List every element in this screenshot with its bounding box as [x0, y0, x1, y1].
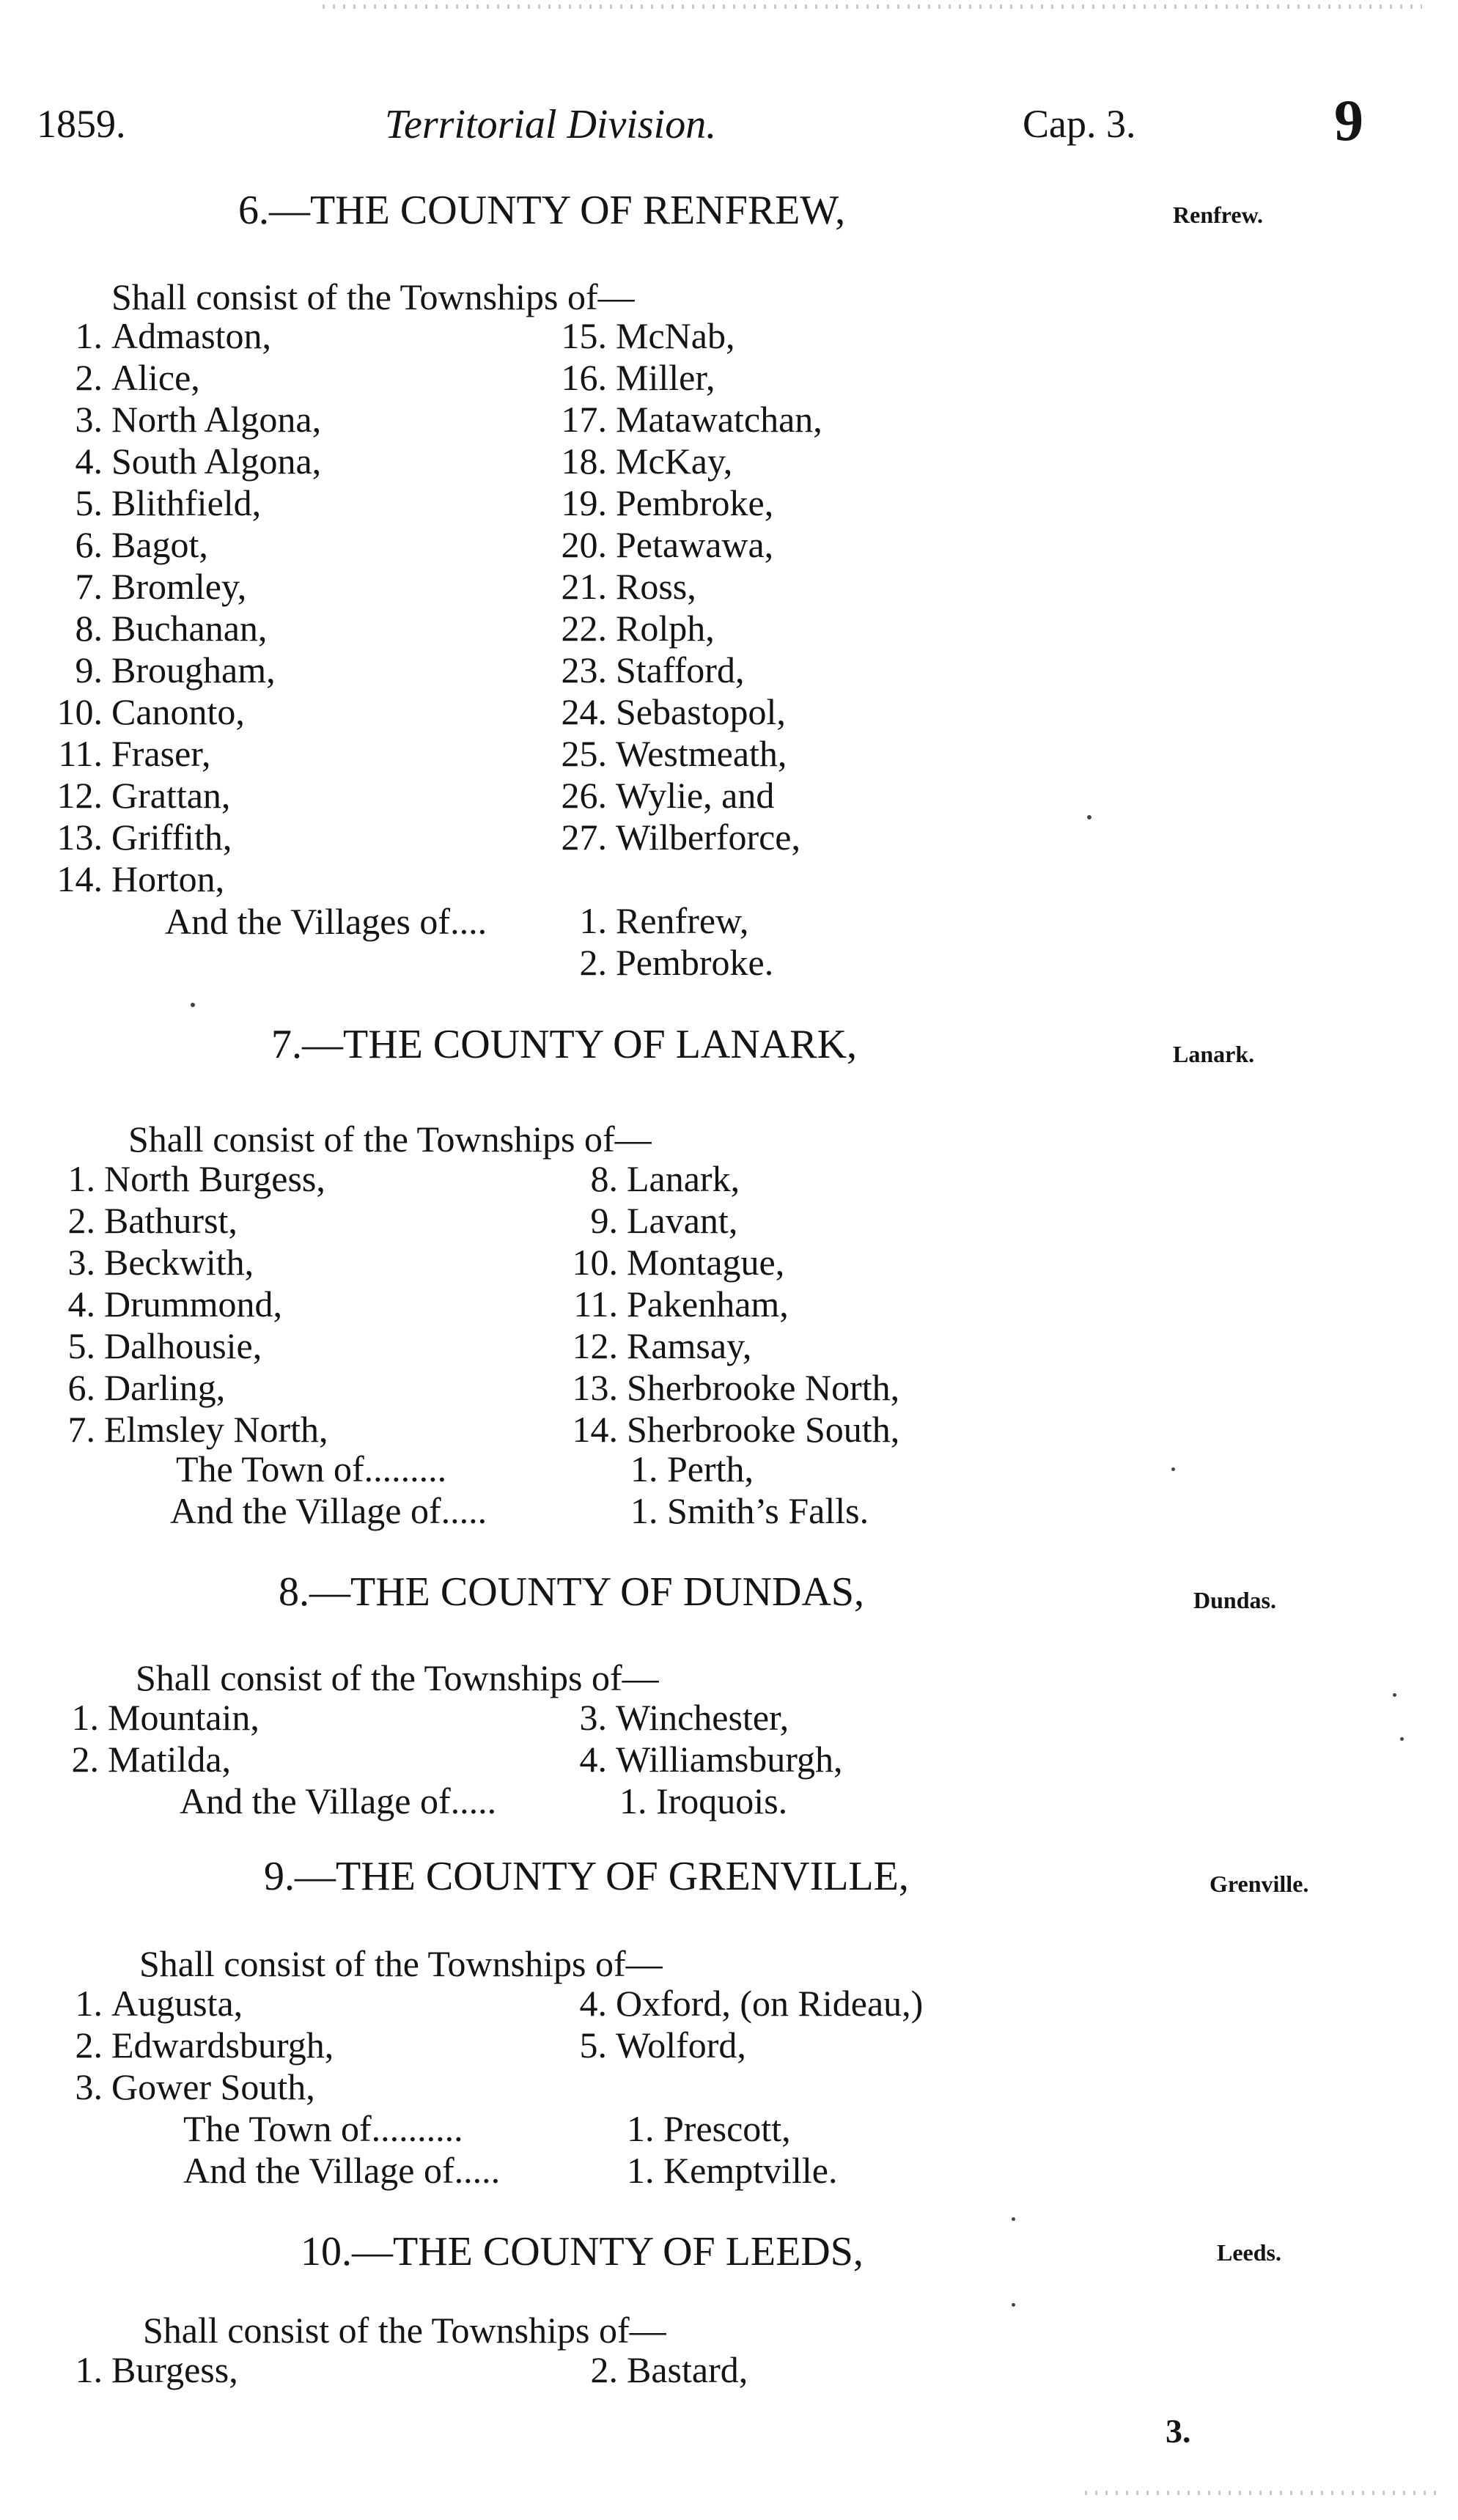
item-number: 26. [561, 775, 607, 816]
list-item [33, 858, 321, 900]
item-name: Williamsburgh, [616, 1739, 843, 1780]
list-item [535, 1739, 843, 1780]
list-item [26, 1367, 328, 1409]
townships-intro: Shall consist of the Townships of— [136, 1657, 659, 1698]
item-name: Pakenham, [627, 1283, 789, 1325]
scan-noise-bottom [1085, 2491, 1437, 2495]
item-number: 4. [67, 1283, 95, 1325]
list-item [535, 1983, 923, 2025]
item-number: 6. [67, 1367, 95, 1408]
scan-speck [1171, 1467, 1175, 1471]
item-number: 11. [573, 1283, 618, 1325]
list-item [546, 1409, 899, 1451]
item-name: Blithfield, [111, 482, 262, 523]
list-item [33, 2066, 334, 2108]
item-number: 10. [572, 1242, 618, 1283]
item-number: 2. [75, 357, 103, 398]
item-number: 3. [67, 1242, 95, 1283]
village-label: And the Village of..... [170, 1490, 487, 1531]
item-name: Horton, [111, 858, 225, 899]
item-name: Stafford, [616, 649, 745, 690]
list-item [33, 733, 321, 775]
scan-speck [1087, 815, 1091, 819]
item-name: Rolph, [616, 608, 715, 649]
list-item [535, 649, 822, 691]
list-item [26, 1242, 328, 1283]
list-item [33, 441, 321, 482]
list-item [33, 482, 321, 524]
item-name: Buchanan, [111, 608, 268, 649]
list-item [26, 1325, 328, 1367]
item-number: 1. [67, 1158, 95, 1199]
item-number: 3. [75, 2066, 103, 2107]
item-number: 17. [561, 399, 607, 440]
item-name: Mountain, [108, 1697, 259, 1738]
item-name: Wilberforce, [616, 817, 801, 858]
item-name: Wylie, and [616, 775, 775, 816]
item-name: Lavant, [627, 1200, 738, 1241]
list-item [26, 1200, 328, 1242]
margin-note: Leeds. [1217, 2239, 1281, 2266]
town-name: 1. Prescott, [627, 2108, 791, 2149]
list-item [26, 1283, 328, 1325]
list-item [535, 566, 822, 608]
list-item [535, 524, 822, 566]
village-label: And the Village of..... [183, 2150, 501, 2191]
item-number: 12. [56, 775, 103, 816]
item-name: Elmsley North, [104, 1409, 328, 1450]
townships-intro: Shall consist of the Townships of— [128, 1119, 652, 1160]
item-number: 8. [590, 1158, 618, 1199]
item-number: 13. [572, 1367, 618, 1408]
township-list-left [33, 315, 321, 900]
item-name: Pembroke. [616, 942, 774, 983]
list-item [546, 2349, 748, 2391]
item-name: Drummond, [104, 1283, 283, 1325]
item-number: 4. [75, 441, 103, 482]
town-name: 1. Perth, [630, 1448, 754, 1489]
item-name: Dalhousie, [104, 1325, 262, 1366]
item-number: 12. [572, 1325, 618, 1366]
list-item [535, 357, 822, 399]
list-item [26, 1158, 328, 1200]
item-name: Renfrew, [616, 900, 749, 941]
list-item [546, 1367, 899, 1409]
village-name: 1. Iroquois. [619, 1780, 788, 1821]
item-number: 3. [579, 1697, 607, 1738]
item-number: 1. [75, 1983, 103, 2024]
running-header [0, 88, 1458, 154]
scan-speck [1012, 2303, 1015, 2307]
list-item [535, 315, 822, 357]
item-number: 6. [75, 524, 103, 565]
list-item [33, 399, 321, 441]
item-name: Brougham, [111, 649, 276, 690]
list-item [535, 2025, 923, 2066]
item-number: 7. [75, 566, 103, 607]
margin-note: Renfrew. [1173, 202, 1263, 228]
margin-note: Grenville. [1210, 1871, 1309, 1897]
scan-speck [1012, 2217, 1015, 2221]
list-item [33, 315, 321, 357]
townships-intro: Shall consist of the Townships of— [143, 2310, 666, 2351]
list-item [535, 691, 822, 733]
item-number: 1. [579, 900, 607, 941]
village-name: 1. Kemptville. [627, 2150, 838, 2191]
list-item [535, 1697, 843, 1739]
item-number: 9. [590, 1200, 618, 1241]
item-number: 2. [67, 1200, 95, 1241]
item-name: Griffith, [111, 817, 232, 858]
margin-note: Dundas. [1193, 1587, 1276, 1613]
township-list-right [535, 315, 822, 858]
catchword: 3. [1166, 2412, 1191, 2450]
item-name: Ramsay, [627, 1325, 752, 1366]
township-list-left [33, 1983, 334, 2108]
list-item [535, 942, 773, 984]
townships-intro: Shall consist of the Townships of— [111, 276, 635, 317]
county-heading: 7.—THE COUNTY OF LANARK, [271, 1022, 858, 1067]
item-name: Bathurst, [104, 1200, 238, 1241]
item-name: Alice, [111, 357, 200, 398]
list-item [33, 608, 321, 649]
item-number: 1. [75, 315, 103, 356]
list-item [29, 1697, 259, 1739]
item-number: 19. [561, 482, 607, 523]
township-list-right [546, 2349, 748, 2391]
list-item [535, 482, 822, 524]
list-item [29, 1739, 259, 1780]
list-item [33, 691, 321, 733]
item-name: North Burgess, [104, 1158, 325, 1199]
item-name: Grattan, [111, 775, 231, 816]
item-name: Lanark, [627, 1158, 740, 1199]
town-label: The Town of.......... [183, 2108, 463, 2149]
header-chapter: Cap. 3. [1023, 102, 1136, 146]
item-name: Wolford, [616, 2025, 746, 2066]
item-number: 3. [75, 399, 103, 440]
county-heading: 6.—THE COUNTY OF RENFREW, [238, 188, 846, 233]
list-item [535, 399, 822, 441]
item-name: North Algona, [111, 399, 322, 440]
item-name: Bromley, [111, 566, 247, 607]
item-name: Sherbrooke North, [627, 1367, 900, 1408]
item-number: 9. [75, 649, 103, 690]
list-item [33, 649, 321, 691]
item-number: 14. [56, 858, 103, 899]
item-number: 1. [75, 2349, 103, 2390]
item-number: 22. [561, 608, 607, 649]
item-number: 4. [579, 1983, 607, 2024]
scan-noise-top [323, 4, 1422, 9]
list-item [535, 775, 822, 817]
item-name: Burgess, [111, 2349, 238, 2390]
item-name: Matawatchan, [616, 399, 822, 440]
item-number: 8. [75, 608, 103, 649]
item-name: Ross, [616, 566, 696, 607]
list-item [535, 608, 822, 649]
item-number: 27. [561, 817, 607, 858]
item-number: 2. [590, 2349, 618, 2390]
item-name: Westmeath, [616, 733, 787, 774]
scan-speck [191, 1003, 195, 1007]
item-number: 5. [67, 1325, 95, 1366]
item-number: 15. [561, 315, 607, 356]
item-number: 11. [58, 733, 103, 774]
item-name: Gower South, [111, 2066, 315, 2107]
township-list-left [26, 1158, 328, 1451]
list-item [33, 566, 321, 608]
list-item [33, 1983, 334, 2025]
county-heading: 8.—THE COUNTY OF DUNDAS, [279, 1569, 865, 1615]
item-name: Petawawa, [616, 524, 774, 565]
item-name: Matilda, [108, 1739, 232, 1780]
item-name: Montague, [627, 1242, 785, 1283]
item-number: 2. [75, 2025, 103, 2066]
item-number: 16. [561, 357, 607, 398]
page-number: 9 [1334, 89, 1363, 153]
list-item [546, 1283, 899, 1325]
item-name: Pembroke, [616, 482, 774, 523]
list-item [33, 2349, 238, 2391]
list-item [33, 817, 321, 858]
scan-speck [1393, 1693, 1396, 1697]
item-name: Bagot, [111, 524, 208, 565]
item-number: 7. [67, 1409, 95, 1450]
item-name: Edwardsburgh, [111, 2025, 334, 2066]
header-title: Territorial Division. [385, 102, 717, 147]
item-name: Fraser, [111, 733, 211, 774]
item-number: 10. [56, 691, 103, 732]
item-name: South Algona, [111, 441, 322, 482]
item-name: Sherbrooke South, [627, 1409, 900, 1450]
town-label: The Town of......... [176, 1448, 447, 1489]
list-item [535, 733, 822, 775]
item-name: Beckwith, [104, 1242, 254, 1283]
list-item [535, 817, 822, 858]
list-item [33, 357, 321, 399]
village-list [535, 900, 773, 984]
item-name: Admaston, [111, 315, 272, 356]
scan-speck [1400, 1737, 1404, 1741]
township-list-left [29, 1697, 259, 1780]
item-number: 21. [561, 566, 607, 607]
item-number: 18. [561, 441, 607, 482]
list-item [535, 900, 773, 942]
township-list-right [535, 1983, 923, 2066]
township-list-left [33, 2349, 238, 2391]
list-item [26, 1409, 328, 1451]
item-number: 24. [561, 691, 607, 732]
item-number: 25. [561, 733, 607, 774]
list-item [535, 441, 822, 482]
item-number: 23. [561, 649, 607, 690]
item-number: 2. [71, 1739, 99, 1780]
township-list-right [546, 1158, 899, 1451]
header-year: 1859. [37, 102, 126, 146]
item-name: Oxford, (on Rideau,) [616, 1983, 924, 2024]
margin-note: Lanark. [1173, 1041, 1255, 1067]
list-item [33, 2025, 334, 2066]
list-item [546, 1158, 899, 1200]
item-name: Sebastopol, [616, 691, 786, 732]
village-name: 1. Smith’s Falls. [630, 1490, 869, 1531]
list-item [33, 775, 321, 817]
item-name: Miller, [616, 357, 715, 398]
item-number: 20. [561, 524, 607, 565]
list-item [546, 1325, 899, 1367]
townships-intro: Shall consist of the Townships of— [139, 1943, 663, 1984]
item-name: McKay, [616, 441, 733, 482]
item-name: McNab, [616, 315, 735, 356]
township-list-right [535, 1697, 843, 1780]
item-number: 13. [56, 817, 103, 858]
list-item [546, 1200, 899, 1242]
item-name: Augusta, [111, 1983, 243, 2024]
item-name: Darling, [104, 1367, 226, 1408]
list-item [33, 524, 321, 566]
county-heading: 9.—THE COUNTY OF GRENVILLE, [264, 1854, 909, 1899]
item-name: Bastard, [627, 2349, 748, 2390]
county-heading: 10.—THE COUNTY OF LEEDS, [301, 2229, 864, 2274]
item-number: 2. [579, 942, 607, 983]
item-number: 1. [71, 1697, 99, 1738]
village-label: And the Village of..... [180, 1780, 497, 1821]
list-item [546, 1242, 899, 1283]
item-number: 5. [75, 482, 103, 523]
item-name: Canonto, [111, 691, 245, 732]
item-name: Winchester, [616, 1697, 789, 1738]
item-number: 5. [579, 2025, 607, 2066]
villages-label: And the Villages of.... [165, 901, 487, 942]
item-number: 14. [572, 1409, 618, 1450]
item-number: 4. [579, 1739, 607, 1780]
